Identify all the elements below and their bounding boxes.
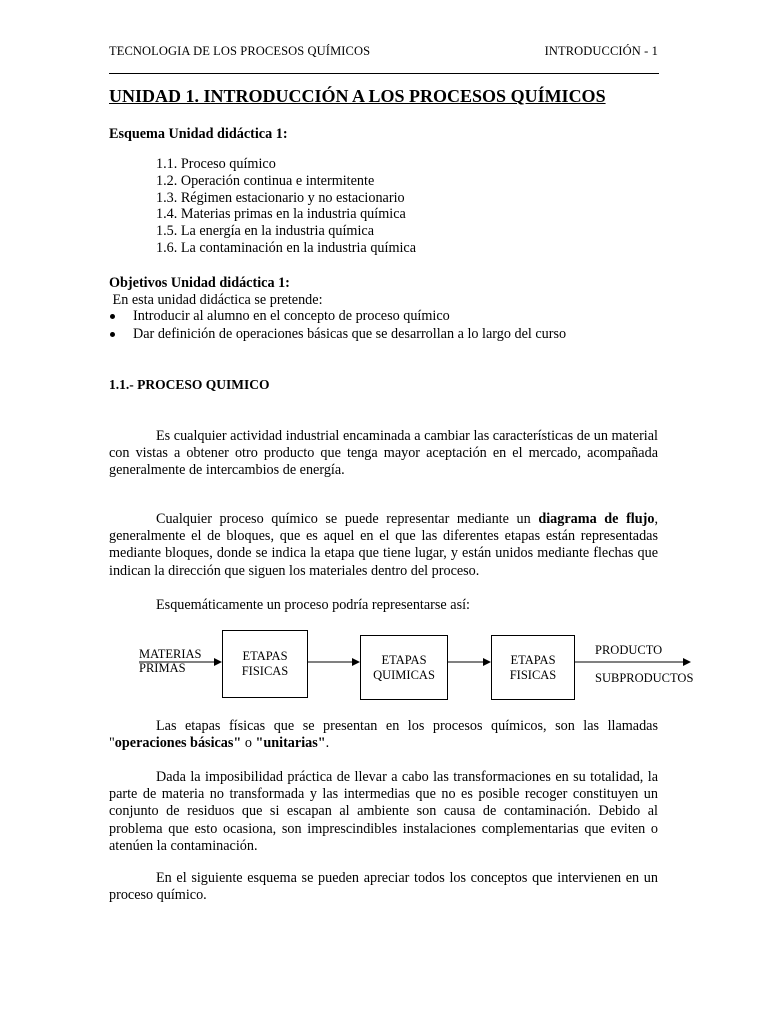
flow-input-label: MATERIAS PRIMAS bbox=[139, 647, 202, 675]
scheme-heading: Esquema Unidad didáctica 1: bbox=[109, 126, 288, 142]
objectives-list bbox=[109, 308, 566, 343]
p2-bold-term: diagrama de flujo bbox=[538, 511, 655, 527]
flow-box-label: ETAPAS FISICAS bbox=[509, 652, 557, 682]
scheme-item: 1.6. La contaminación en la industria química bbox=[156, 239, 417, 256]
p4-bold-basic: operaciones básicas" bbox=[114, 735, 242, 752]
flow-output-product: PRODUCTO bbox=[595, 643, 663, 657]
p2-text-before: Cualquier proceso químico se puede representar mediante un bbox=[156, 511, 539, 527]
running-header-title: TECNOLOGIA DE LOS PROCESOS QUÍMICOS bbox=[109, 44, 371, 58]
flow-box-label: ETAPAS QUIMICAS bbox=[373, 652, 435, 682]
objective-item: Introducir al alumno en el concepto de proceso químico bbox=[109, 308, 566, 326]
paragraph-flow-diagram bbox=[109, 511, 658, 580]
p4-text-before: Las etapas físicas que se presentan en los procesos químicos, son las llamadas " bbox=[109, 718, 658, 752]
p4-text-mid: o bbox=[241, 735, 256, 752]
section-title: 1.1.- PROCESO QUIMICO bbox=[109, 377, 270, 392]
header-rule bbox=[109, 73, 659, 74]
scheme-item: 1.2. Operación continua e intermitente bbox=[156, 172, 375, 189]
objective-item: Dar definición de operaciones básicas que se desarrollan a lo largo del curso bbox=[109, 326, 566, 344]
scheme-list bbox=[156, 156, 416, 257]
scheme-item: 1.4. Materias primas en la industria química bbox=[156, 206, 406, 223]
paragraph-unit-operations bbox=[109, 718, 658, 752]
scheme-item: 1.1. Proceso químico bbox=[156, 156, 276, 172]
p2-text-after: , generalmente el de bloques, que es aquel en el que las diferentes etapas están representadas mediante bloques, donde se indica la etapa que tiene lugar, y están unidos mediante flechas que indican la dirección que siguen los materiales dentro del proceso. bbox=[109, 511, 658, 579]
p4-text-after: . bbox=[325, 735, 330, 752]
paragraph-definition: Es cualquier actividad industrial encaminada a cambiar las características de un material con vistas a obtener otro producto que tenga mayor aceptación en el mercado, acompañada generalmente de intercambios de energía. bbox=[109, 428, 658, 479]
flow-box-chemical bbox=[360, 635, 448, 700]
flow-box-physical-1 bbox=[222, 630, 308, 698]
unit-title: UNIDAD 1. INTRODUCCIÓN A LOS PROCESOS QUÍMICOS bbox=[109, 86, 606, 106]
flow-box-physical-2 bbox=[491, 635, 575, 700]
objectives-intro: En esta unidad didáctica se pretende: bbox=[109, 292, 323, 308]
objectives-heading: Objetivos Unidad didáctica 1: bbox=[109, 275, 290, 291]
paragraph-scheme-intro: Esquemáticamente un proceso podría representarse así: bbox=[156, 597, 470, 613]
paragraph-next-scheme: En el siguiente esquema se pueden apreciar todos los conceptos que intervienen en un proceso químico. bbox=[109, 870, 658, 904]
paragraph-contamination: Dada la imposibilidad práctica de llevar a cabo las transformaciones en su totalidad, la parte de materia no transformada y las intermedias que no es posible recoger constituyen un conjunto de residuos que si escapan al ambiente son causa de contaminación. Debido al problema que esto ocasiona, son imprescindibles instalaciones complementarias que eviten o atenúen la contaminación. bbox=[109, 769, 658, 854]
flow-output-byproducts: SUBPRODUCTOS bbox=[595, 671, 694, 685]
flow-box-label: ETAPAS FISICAS bbox=[241, 649, 289, 678]
p4-bold-unit: "unitarias" bbox=[255, 735, 326, 752]
scheme-item: 1.5. La energía en la industria química bbox=[156, 223, 374, 240]
running-header-page: INTRODUCCIÓN - 1 bbox=[544, 44, 658, 58]
scheme-item: 1.3. Régimen estacionario y no estacionario bbox=[156, 189, 405, 206]
